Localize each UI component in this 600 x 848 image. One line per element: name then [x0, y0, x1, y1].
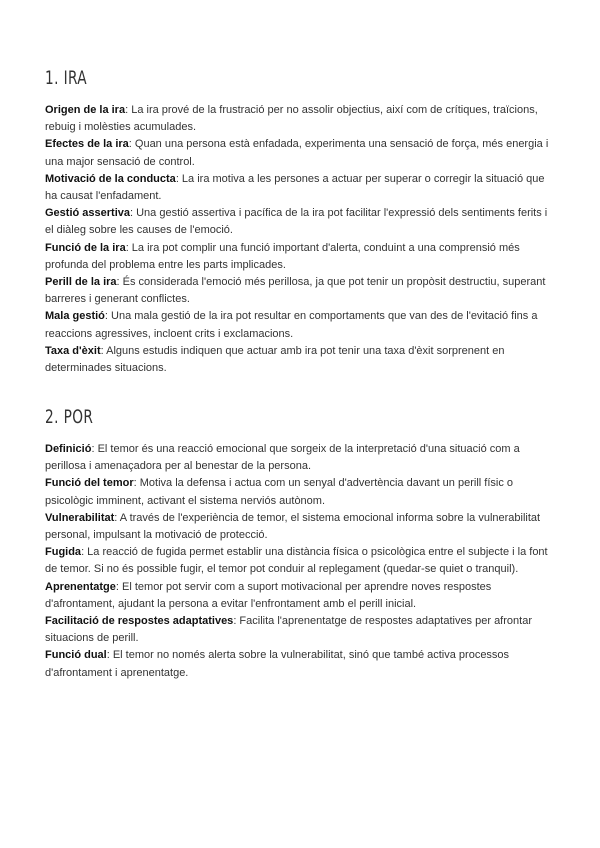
section-por — [45, 405, 555, 682]
entry-term: Motivació de la conducta — [45, 172, 176, 185]
entry-motivacio — [45, 171, 555, 205]
entry-term: Fugida — [45, 546, 82, 559]
entry-term: Funció del temor — [45, 477, 134, 490]
entry-text: : El temor no només alerta sobre la vulnerabilitat, sinó que també activa processos d'afrontament i aprenentatge. — [45, 649, 510, 679]
entry-text: : És considerada l'emoció més perillosa, ja que pot tenir un propòsit destructiu, superant barreres i generant conflictes. — [45, 276, 546, 306]
entry-term: Gestió assertiva — [45, 207, 130, 220]
entry-text: : A través de l'experiència de temor, el sistema emocional informa sobre la vulnerabilitat personal, impulsant la motivació de protecció. — [45, 511, 541, 542]
entry-gestio-assertiva — [45, 205, 555, 239]
entry-text: : La ira pot complir una funció important d'alerta, conduint a una comprensió més profunda del problema entre les parts implicades. — [45, 241, 520, 271]
entry-term: Funció de la ira — [45, 241, 126, 254]
entry-term: Taxa d'èxit — [45, 344, 101, 357]
entry-vulnerabilitat — [45, 510, 555, 544]
entry-funcio — [45, 240, 555, 274]
entry-mala-gestio — [45, 308, 555, 342]
entry-term: Efectes de la ira — [45, 138, 129, 151]
entry-perill — [45, 274, 555, 308]
entry-funcio-dual — [45, 647, 555, 681]
entry-efectes — [45, 136, 555, 170]
entry-facilitacio — [45, 613, 555, 647]
entry-term: Perill de la ira — [45, 276, 117, 289]
section-heading: 1. IRA — [45, 67, 88, 89]
entry-term: Definició — [45, 443, 92, 455]
entry-text: : El temor és una reacció emocional que sorgeix de la interpretació d'una situació com a perillosa i amenaçadora per al benestar de la persona. — [45, 443, 520, 473]
entry-term: Funció dual — [45, 649, 107, 662]
entry-text: : Quan una persona està enfadada, experimenta una sensació de força, més energia i una major sensació de control. — [45, 138, 549, 168]
entry-aprenentatge — [45, 579, 555, 613]
entry-text: : La ira prové de la frustració per no assolir objectius, així com de crítiques, traïcions, rebuig i molèsties acumulades. — [45, 104, 538, 134]
entry-text: : Facilita l'aprenentatge de respostes adaptatives per afrontar situacions de perill. — [45, 615, 532, 645]
entry-text: : La reacció de fugida permet establir una distància física o psicològica entre el subjecte i la font de temor. Si no és possible fugir, el temor pot conduir al replegament (quedar-se quiet o tranquil). — [45, 546, 548, 576]
section-heading: 2. POR — [45, 406, 94, 428]
entry-term: Facilitació de respostes adaptatives — [45, 615, 234, 628]
entry-definicio — [45, 441, 555, 475]
entry-text: : La ira motiva a les persones a actuar per superar o corregir la situació que ha causat l'enfadament. — [45, 172, 545, 203]
entry-term: Vulnerabilitat — [45, 511, 115, 524]
entry-text: : El temor pot servir com a suport motivacional per aprendre noves respostes d'afrontament, ajudant la persona a evitar l'enfrontament amb el perill inicial. — [45, 580, 492, 610]
entry-fugida — [45, 544, 555, 578]
entry-taxa-exit — [45, 343, 555, 377]
entry-origen — [45, 102, 555, 136]
entry-text: : Motiva la defensa i actua com un senyal d'advertència davant un perill físic o psicològic imminent, activant el sistema nerviós autònom. — [45, 477, 513, 507]
entry-term: Origen de la ira — [45, 104, 126, 116]
entry-text: : Una gestió assertiva i pacífica de la ira pot facilitar l'expressió dels sentiments ferits i el diàleg sobre les causes de l'emoció. — [45, 207, 548, 237]
entry-text: : Una mala gestió de la ira pot resultar en comportaments que van des de l'evitació fins a reaccions agressives, incloent crits i exclamacions. — [45, 310, 538, 340]
entry-funcio-temor — [45, 475, 555, 509]
entry-text: : Alguns estudis indiquen que actuar amb ira pot tenir una taxa d'èxit sorprenent en determinades situacions. — [45, 344, 505, 375]
section-ira — [45, 66, 555, 377]
entry-term: Aprenentatge — [45, 580, 116, 593]
entry-term: Mala gestió — [45, 310, 105, 323]
